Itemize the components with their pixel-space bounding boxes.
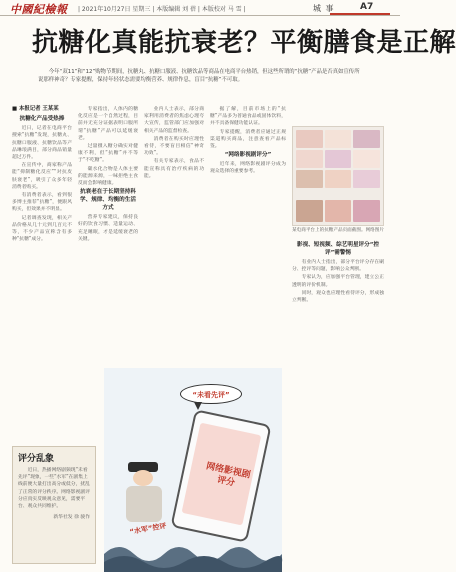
- byline: ■ 本报记者 王某某: [12, 106, 59, 112]
- page-number: A7: [360, 2, 374, 12]
- photo-tile: [353, 200, 380, 222]
- product-screenshot-photo: [292, 126, 384, 226]
- paragraph: 近年来，网络影视剧评分成为观众选择的重要参考。: [210, 162, 286, 175]
- water-army-label: “水军”控评: [128, 521, 168, 537]
- photo-caption: 某电商平台上的抗糖产品页面截图。网络图片: [292, 228, 384, 233]
- photo-tile: [296, 170, 323, 188]
- subheading: 抗衰老在于长期坚持科学、规律、均衡的生活方式: [80, 189, 136, 212]
- paragraph: 记者调查发现，相关产品价格从几十元到几百元不等，不少产品宣称含有多种“抗糖”成分。: [12, 215, 72, 243]
- photo-tile: [325, 170, 352, 188]
- paragraph: 碳水化合物是人体主要的能源来源，一味拒绝主食反而会影响健康。: [78, 166, 138, 187]
- commentary-box: [12, 446, 96, 564]
- commentary-title: 评分乱象: [18, 454, 55, 464]
- paragraph: 消费者在购买时应理性看待，不要盲目相信“神奇功效”。: [144, 136, 204, 157]
- paragraph: 在宣传中，商家称产品能“抑制糖化反应”“对抗皮肤衰老”，吸引了众多年轻消费者购买。: [12, 163, 72, 190]
- paragraph: 业内人士表示，部分商家利用消费者的焦虑心理夸大宣传，监管部门应加强对相关产品的监督检查。: [144, 107, 204, 134]
- lead-paragraph: 今年“双11”和“12”购物节期间，抗糖丸、抗糖口服液、抗糖饮品等商品在电商平台热销，但这些所谓的“抗糖”产品是否真如宣传所说那样神奇？专家提醒，保持年轻状态需要均衡营养、规律作息，盲目“抗糖”不可取。: [38, 69, 360, 83]
- paragraph: 专家指出，人体内的糖化反应是一个自然过程，目前并无充分证据表明口服所谓“抗糖”产品可以延缓衰老。: [78, 107, 138, 141]
- photo-tile: [325, 130, 352, 148]
- paragraph: 营养专家建议，保持良好的饮食习惯、适量运动、充足睡眠，才是延缓衰老的关键。: [78, 215, 138, 242]
- paragraph: 同时，观众也应理性看待评分，形成独立判断。: [292, 290, 384, 304]
- commentary-credit: 新华社发 徐 骏作: [53, 515, 90, 521]
- body: [126, 486, 162, 522]
- paragraph: 专家认为，应加强平台管理，建立公正透明的评价机制。: [292, 275, 384, 288]
- subheading: 抗糖化产品受热捧: [19, 116, 65, 123]
- paragraph: 有业内人士指出，部分平台评分存在刷分、控评等问题，影响公众判断。: [292, 260, 384, 273]
- article-column-2: [78, 106, 138, 364]
- commentary-text: 近日，热播网络剧频现“未看先评”现象，一些“水军”在剧集上线前便大量打出高分或低分，扰乱了正常的评分秩序。网络影视剧评分应真实反映观众意见，需要平台、观众共同维护。: [18, 468, 90, 510]
- photo-tile: [296, 130, 323, 148]
- paragraph: 专家提醒，消费者应通过正规渠道购买商品，注意查看产品标签。: [210, 129, 286, 150]
- article-column-1: [12, 106, 72, 442]
- photo-tile: [353, 130, 380, 148]
- paragraph: 过量摄入糖分确实对健康不利，但“抗糖”并不等于“不吃糖”。: [78, 144, 138, 164]
- article-column-5: [292, 240, 384, 570]
- photo-tile: [353, 150, 380, 168]
- paragraph: 有关专家表示，食品不能宣称具有治疗疾病的功能。: [144, 159, 204, 179]
- face: [133, 470, 153, 486]
- speech-bubble-text: “未看先评”: [192, 391, 230, 399]
- photo-tile: [325, 150, 352, 168]
- photo-tile: [296, 150, 323, 168]
- paragraph: 据了解，目前市场上的“抗糖”产品多为普通食品或固体饮料，并不具备保健功能认证。: [210, 107, 286, 127]
- photo-tile: [325, 200, 352, 222]
- newspaper-logo: 中國紀檢報: [10, 3, 68, 16]
- cartoon-illustration: [104, 368, 282, 572]
- photo-tile: [296, 200, 323, 222]
- headline: 抗糖化真能抗衰老？平衡膳食是正解: [32, 28, 456, 58]
- article-column-4: [210, 106, 286, 364]
- issue-date: | 2021年10月27日 星期三 | 本版编辑 刘 蓓 | 本版校对 马 雪 |: [78, 6, 246, 13]
- masthead: [0, 0, 400, 16]
- photo-tile: [353, 170, 380, 188]
- paragraph: 近日，记者在电商平台搜索“抗糖”发现，抗糖丸、抗糖口服液、抗糖饮品等产品琳琅满目，部分商品销量超过万件。: [12, 126, 72, 161]
- subheading: “网络影视剧评分”: [224, 152, 272, 159]
- waves-drawing: [104, 532, 282, 572]
- phone-screen-text: 网络影视剧评分: [205, 461, 252, 489]
- subheading: 影视、短视频、综艺明星评分“控评”需警惕: [297, 242, 379, 256]
- section-name: 城 事: [313, 4, 335, 13]
- paragraph: 有消费者表示，看到很多博主推荐“抗糖”，便跟风购买，但效果并不明显。: [12, 193, 72, 213]
- speech-bubble-tail: [194, 402, 202, 410]
- article-column-3: [144, 106, 204, 364]
- cartoon-figure: [122, 460, 166, 526]
- section-rule: [330, 13, 390, 15]
